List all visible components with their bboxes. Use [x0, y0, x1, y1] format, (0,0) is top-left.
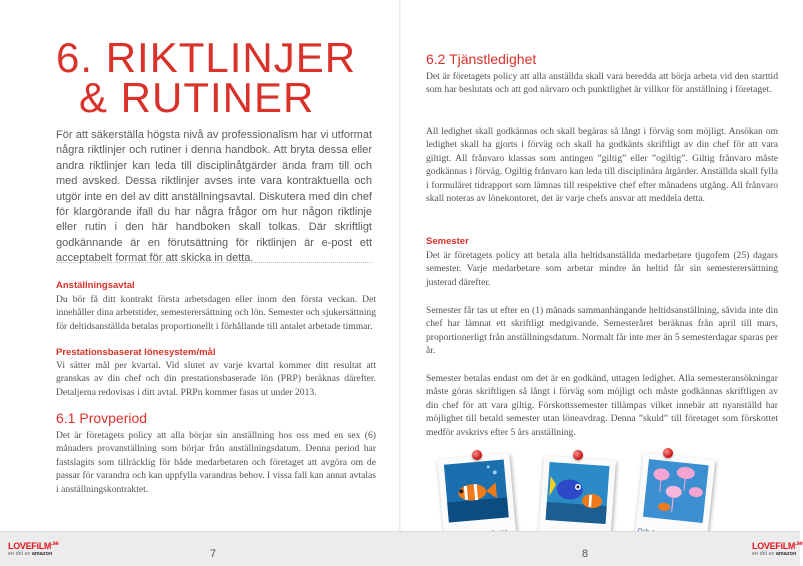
dotted-divider — [56, 262, 372, 263]
logo-tagline: en del av — [752, 551, 775, 557]
tjanstledighet-paragraph-1: Det är företagets policy att alla anställda skall vara beredda att börja arbeta vid den starttid som har beslutats och att god närvaro och punktlighet är villkor för anställning i företaget. — [426, 71, 778, 96]
pushpin-icon — [663, 448, 673, 458]
lovefilm-logo-right — [752, 541, 803, 557]
section-text-anstallningsavtal: Du bör få ditt kontrakt första arbetsdagen eller inom den första veckan. Det innehåller dina arbetstider, semesterersättning och lön. Semester och sjukersättning för deltidsanställda betalas proportionellt i förhållande till antalet arbetade timmar. — [56, 294, 376, 332]
semester-paragraph-3: Semester betalas endast om det är en godkänd, uttagen ledighet. Alla semesteransökningar måste göras skriftligen så långt i förväg som möjligt och måste godkännas skriftligen av din chef för att vara giltig. Förskottssemester tillämpas vilket innebär att nyanställd har möjlighet till betald semester utan löneavdrag. Denna ”skuld” till företaget som förskottet medför avskrivs efter 5 års anställning. — [426, 373, 778, 438]
logo-tagline: en del av — [8, 551, 31, 557]
semester-paragraph-1: Det är företagets policy att betala alla heltidsanställda medarbetare tjugofem (25) dagars semester. Varje medarbetare som arbetar mindre än heltid får sin semesterersättning justerad därefter. — [426, 250, 778, 288]
chapter-title-line2: & RUTINER — [79, 74, 315, 121]
nemo-photo-icon — [444, 460, 509, 523]
logo-suffix: .se — [51, 541, 59, 547]
logo-suffix: .se — [795, 541, 803, 547]
right-page — [401, 0, 803, 566]
jellyfish-photo-icon — [643, 459, 709, 523]
chapter-title — [56, 34, 357, 121]
logo-name: LOVEFiLM — [752, 541, 796, 551]
page-number-left: 7 — [210, 548, 217, 560]
chapter-title-line1: 6. RIKTLINJER — [56, 34, 357, 81]
pushpin-icon — [472, 450, 482, 460]
section-heading-provperiod: 6.1 Provperiod — [56, 410, 148, 426]
section-heading-prestation: Prestationsbaserat lönesystem/mål — [56, 347, 216, 358]
intro-paragraph: För att säkerställa högsta nivå av professionalism har vi utformat några riktlinjer och rutiner i denna handbok. Att bryta dessa eller andra riktlinjer kan leda till disciplinåtgärder ända fram till och med avsked. Dessa riktlinjer avses inte vara kontraktuella och utgör inte en del av ditt anställningsavtal. Diskutera med din chef för klargörande ifall du har några frågor om hur någon riktlinje eller rutin i den här handboken skall tolkas. Där skriftligt godkännande är en förutsättning för riktlinjen är e-post ett acceptabelt format för att skicka in detta. — [56, 129, 372, 265]
amazon-wordmark: amazon — [31, 551, 53, 557]
section-heading-tjanstledighet: 6.2 Tjänstledighet — [426, 51, 537, 67]
section-heading-semester: Semester — [426, 236, 469, 247]
left-page — [0, 0, 399, 566]
section-text-provperiod: Det är företagets policy att alla börjar sin anställning hos oss med en sex (6) månaders provanställning som börjar från anställningsdatum. Denna period har fastslagits som tillräcklig för både medarbetaren och företaget att avgöra om de passar för varandra och kan uppfylla varandras behov. I vissa fall kan annat avtalas i anställningskontraktet. — [56, 430, 376, 495]
pushpin-icon — [573, 450, 583, 460]
tjanstledighet-paragraph-2: All ledighet skall godkännas och skall begäras så långt i förväg som möjligt. Ansökan om ledighet skall ha gjorts i förväg och skall ha godkänts skriftligt av din chef för att vara giltigt. All frånvaro klassas som antingen ”giltig” eller ”ogiltig”. Giltig frånvaro måste godkännas i förväg. Ogiltig frånvaro kan leda till disciplinära åtgärder. Anställda skall fylla i formuläret tidrapport som lämnas till respektive chef efter månadens utgång. All frånvaro skall noteras av lönekontoret, det är varje chefs ansvar att meddela detta. — [426, 126, 778, 205]
dory-photo-icon — [546, 462, 610, 524]
section-text-prestation: Vi sätter mål per kvartal. Vid slutet av varje kvartal kommer ditt resultat att granskas av din chef och din prestationsbaserade lön (PRP) beräknas därefter. Detaljerna redovisas i ditt avtal. PRPn kommer fasas ut under 2013. — [56, 360, 376, 398]
footer-band — [0, 531, 803, 566]
logo-name: LOVEFiLM — [8, 541, 52, 551]
amazon-wordmark: amazon — [775, 551, 797, 557]
lovefilm-logo-left — [8, 541, 59, 557]
semester-paragraph-2: Semester får tas ut efter en (1) månads sammanhängande heltidsanställning, såvida inte din chef har lämnat ett skriftligt medgivande. Semesteråret beräknas från april till mars, proportionerligt från anställningsdatum. Normalt får inte mer än 5 semesterdagar sparas per år. — [426, 305, 778, 357]
page-number-right: 8 — [582, 548, 589, 560]
section-heading-anstallningsavtal: Anställningsavtal — [56, 280, 135, 291]
